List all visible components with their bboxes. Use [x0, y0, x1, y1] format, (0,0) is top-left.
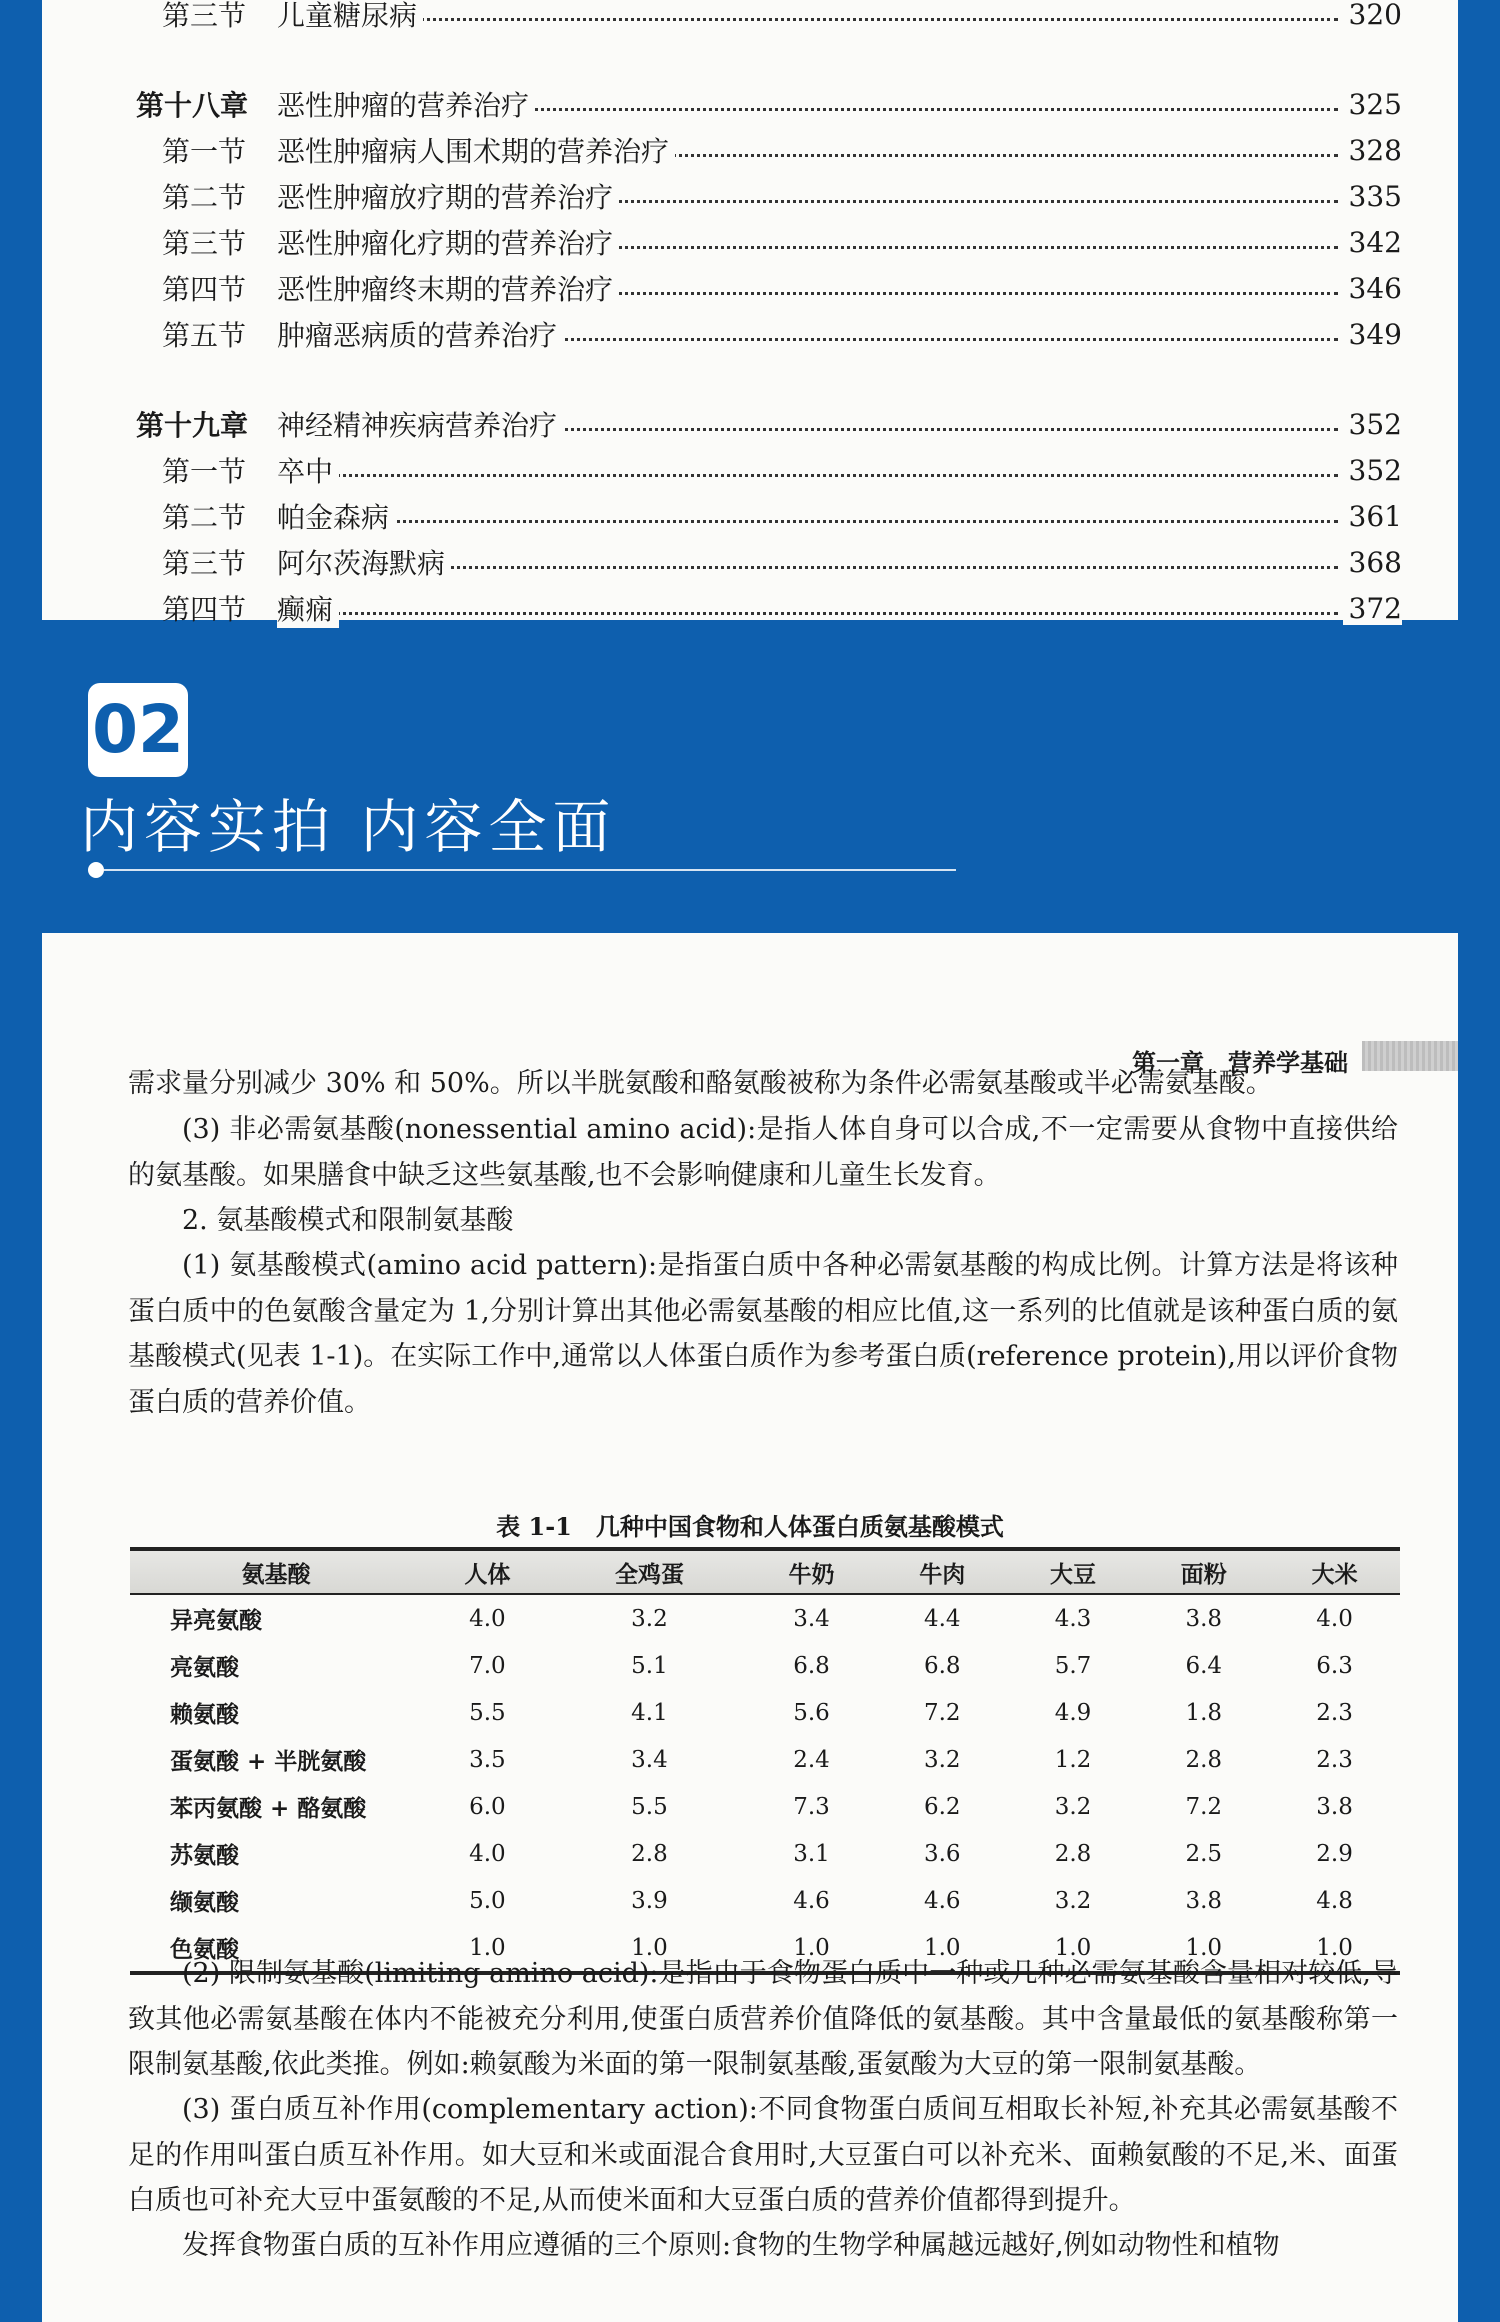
toc-page-number: 349 [1343, 318, 1402, 351]
toc-leader-dots [282, 520, 1338, 523]
table-cell: 4.4 [923, 1605, 961, 1632]
table-cell: 7.2 [923, 1699, 961, 1726]
table-cell: 3.6 [923, 1840, 961, 1867]
toc-label: 第四节 [162, 593, 247, 626]
table-cell: 4.0 [1316, 1605, 1353, 1632]
paragraph-7: 发挥食物蛋白质的互补作用应遵循的三个原则:食物的生物学种属越远越好,例如动物性和植物 [182, 2230, 1280, 2261]
table-cell: 4.0 [469, 1840, 506, 1867]
toc-section-row [42, 588, 1458, 628]
toc-title: 帕金森病 [277, 496, 395, 536]
table-cell: 5.0 [469, 1887, 506, 1914]
toc-section-row [42, 496, 1458, 536]
toc-label: 第三节 [162, 0, 247, 32]
toc-section-row [42, 176, 1458, 216]
toc-label: 第二节 [162, 501, 247, 534]
table-row-label: 亮氨酸 [170, 1654, 239, 1681]
table-header-cell: 全鸡蛋 [553, 1549, 746, 1594]
table-cell: 3.8 [1316, 1793, 1353, 1820]
table-cell: 6.0 [469, 1793, 506, 1820]
table-row [130, 1594, 1400, 1642]
table-row [130, 1783, 1400, 1830]
table-cell: 4.9 [1054, 1699, 1092, 1726]
toc-page [42, 0, 1458, 626]
toc-section-row [42, 0, 1458, 34]
table-cell: 2.3 [1316, 1699, 1353, 1726]
table-cell: 3.5 [469, 1746, 506, 1773]
toc-page-number: 335 [1343, 180, 1402, 213]
toc-page-number: 328 [1343, 134, 1402, 167]
table-header-cell: 大豆 [1008, 1549, 1139, 1594]
table-cell: 5.5 [631, 1793, 668, 1820]
toc-label: 第三节 [162, 547, 247, 580]
table-row-label: 缬氨酸 [170, 1889, 239, 1916]
table-cell: 6.3 [1316, 1652, 1353, 1679]
toc-title: 恶性肿瘤终末期的营养治疗 [277, 268, 619, 308]
table-body [130, 1594, 1400, 1973]
toc-page-number: 368 [1343, 546, 1402, 579]
table-cell: 3.2 [631, 1605, 668, 1632]
table-cell: 2.3 [1316, 1746, 1353, 1773]
running-head: 第一章 营养学基础 [1132, 1048, 1348, 1077]
toc-title: 恶性肿瘤放疗期的营养治疗 [277, 176, 619, 216]
toc-title: 阿尔茨海默病 [277, 542, 451, 582]
table-row-label: 异亮氨酸 [170, 1607, 262, 1634]
table-cell: 4.0 [469, 1605, 506, 1632]
toc-page-number: 372 [1343, 592, 1402, 625]
table-cell: 1.8 [1185, 1699, 1223, 1726]
paragraph-1: 需求量分别减少 30% 和 50%。所以半胱氨酸和酪氨酸被称为条件必需氨基酸或半必需氨基酸。 [128, 1068, 1273, 1099]
toc-section-row [42, 130, 1458, 170]
paragraph-4: (1) 氨基酸模式(amino acid pattern):是指蛋白质中各种必需氨基酸的构成比例。计算方法是将该种蛋白质中的色氨酸含量定为 1,分别计算出其他必需氨基酸的相应比值,这一系列的比值就是该种蛋白质的氨基酸模式(见表 1-1)。在实际工作中,通常以人体蛋白质作为参考蛋白质(reference protein),用以评价食物蛋白质的营养价值。 [128, 1250, 1398, 1418]
paragraph-2: (3) 非必需氨基酸(nonessential amino acid):是指人体自身可以合成,不一定需要从食物中直接供给的氨基酸。如果膳食中缺乏这些氨基酸,也不会影响健康和儿童生长发育。 [128, 1114, 1398, 1191]
table-cell: 3.2 [923, 1746, 961, 1773]
toc-chapter-row [42, 404, 1458, 444]
toc-label: 第一节 [162, 455, 247, 488]
table-header-cell: 面粉 [1138, 1549, 1269, 1594]
table-cell: 4.6 [793, 1887, 830, 1914]
toc-label: 第十八章 [136, 89, 249, 122]
table-row [130, 1689, 1400, 1736]
toc-leader-dots [282, 612, 1338, 615]
table-cell: 1.0 [469, 1934, 506, 1961]
paragraph-6: (3) 蛋白质互补作用(complementary action):不同食物蛋白质间互相取长补短,补充其必需氨基酸不足的作用叫蛋白质互补作用。如大豆和米或面混合食用时,大豆蛋白可以补充米、面赖氨酸的不足,米、面蛋白质也可补充大豆中蛋氨酸的不足,从而使米面和大豆蛋白质的营养价值都得到提升。 [128, 2094, 1398, 2216]
toc-page-number: 325 [1343, 88, 1402, 121]
table-cell: 7.3 [793, 1793, 830, 1820]
table-cell: 2.8 [631, 1840, 668, 1867]
toc-label: 第四节 [162, 273, 247, 306]
table-cell: 3.4 [793, 1605, 830, 1632]
table-cell: 5.5 [469, 1699, 506, 1726]
table-caption: 表 1-1 几种中国食物和人体蛋白质氨基酸模式 [496, 1512, 1004, 1541]
table-row-label: 色氨酸 [170, 1936, 239, 1963]
toc-page-number: 352 [1343, 454, 1402, 487]
toc-title: 卒中 [277, 450, 339, 490]
table-row-label: 蛋氨酸 + 半胱氨酸 [170, 1748, 367, 1775]
table-cell: 1.2 [1054, 1746, 1092, 1773]
heading-underline-rule [104, 869, 956, 871]
toc-page-number: 352 [1343, 408, 1402, 441]
toc-section-row [42, 222, 1458, 262]
table-cell: 5.1 [631, 1652, 668, 1679]
table-cell: 4.1 [631, 1699, 668, 1726]
toc-section-row [42, 314, 1458, 354]
paragraph-5: (2) 限制氨基酸(limiting amino acid):是指由于食物蛋白质中一种或几种必需氨基酸含量相对较低,导致其他必需氨基酸在体内不能被充分利用,使蛋白质营养价值降低的氨基酸。其中含量最低的氨基酸称第一限制氨基酸,依此类推。例如:赖氨酸为米面的第一限制氨基酸,蛋氨酸为大豆的第一限制氨基酸。 [128, 1958, 1398, 2080]
section-heading: 内容实拍 内容全面 [80, 793, 617, 861]
toc-leader-dots [282, 18, 1338, 21]
table-cell: 2.8 [1185, 1746, 1223, 1773]
table-cell: 6.2 [923, 1793, 961, 1820]
table-cell: 2.5 [1185, 1840, 1223, 1867]
table-cell: 4.6 [923, 1887, 961, 1914]
table-cell: 6.4 [1185, 1652, 1223, 1679]
table-header-cell: 大米 [1269, 1549, 1400, 1594]
table-cell: 3.9 [631, 1887, 668, 1914]
table-cell: 3.1 [793, 1840, 830, 1867]
toc-title: 恶性肿瘤的营养治疗 [277, 84, 535, 124]
table-row [130, 1877, 1400, 1924]
table-cell: 5.7 [1054, 1652, 1092, 1679]
table-cell: 3.4 [631, 1746, 668, 1773]
toc-label: 第三节 [162, 227, 247, 260]
table-row [130, 1642, 1400, 1689]
table-cell: 1.0 [1316, 1934, 1353, 1961]
table-cell: 1.0 [1185, 1934, 1223, 1961]
toc-title: 恶性肿瘤病人围术期的营养治疗 [277, 130, 675, 170]
table-header-cell: 氨基酸 [130, 1549, 422, 1594]
table-row [130, 1736, 1400, 1783]
section-number-badge: 02 [88, 683, 188, 777]
table-row-label: 苯丙氨酸 + 酪氨酸 [170, 1795, 367, 1822]
table-cell: 5.6 [793, 1699, 830, 1726]
heading-bullet-dot [88, 862, 104, 878]
toc-label: 第二节 [162, 181, 247, 214]
toc-title: 神经精神疾病营养治疗 [277, 404, 563, 444]
table-cell: 3.2 [1054, 1793, 1092, 1820]
toc-section-row [42, 268, 1458, 308]
table-cell: 6.8 [793, 1652, 830, 1679]
book-page [42, 933, 1458, 2322]
table-cell: 3.8 [1185, 1887, 1223, 1914]
toc-label: 第一节 [162, 135, 247, 168]
toc-page-number: 320 [1343, 0, 1402, 31]
toc-leader-dots [282, 474, 1338, 477]
toc-title: 肿瘤恶病质的营养治疗 [277, 314, 563, 354]
table-header-cell: 牛肉 [877, 1549, 1008, 1594]
table-row [130, 1830, 1400, 1877]
table-cell: 4.8 [1316, 1887, 1353, 1914]
table-row-label: 赖氨酸 [170, 1701, 239, 1728]
toc-chapter-row [42, 84, 1458, 124]
toc-title: 恶性肿瘤化疗期的营养治疗 [277, 222, 619, 262]
toc-label: 第五节 [162, 319, 247, 352]
table-cell: 3.2 [1054, 1887, 1092, 1914]
toc-label: 第十九章 [136, 409, 249, 442]
table-cell: 2.4 [793, 1746, 830, 1773]
table-cell: 1.0 [1054, 1934, 1092, 1961]
table-cell: 1.0 [793, 1934, 830, 1961]
table-cell: 1.0 [631, 1934, 668, 1961]
toc-section-row [42, 542, 1458, 582]
toc-page-number: 361 [1343, 500, 1402, 533]
table-row-label: 苏氨酸 [170, 1842, 239, 1869]
table-header-cell: 人体 [422, 1549, 553, 1594]
table-header-row [130, 1549, 1400, 1594]
table-cell: 3.8 [1185, 1605, 1223, 1632]
table-cell: 1.0 [923, 1934, 961, 1961]
table-header-cell: 牛奶 [746, 1549, 877, 1594]
toc-section-row [42, 450, 1458, 490]
table-cell: 6.8 [923, 1652, 961, 1679]
table-cell: 2.9 [1316, 1840, 1353, 1867]
paragraph-3: 2. 氨基酸模式和限制氨基酸 [182, 1205, 514, 1236]
toc-title: 癫痫 [277, 588, 339, 628]
table-cell: 7.0 [469, 1652, 506, 1679]
table-cell: 7.2 [1185, 1793, 1223, 1820]
toc-page-number: 342 [1343, 226, 1402, 259]
table-cell: 4.3 [1054, 1605, 1092, 1632]
table-cell: 2.8 [1054, 1840, 1092, 1867]
toc-page-number: 346 [1343, 272, 1402, 305]
amino-acid-table [130, 1547, 1400, 1975]
toc-title: 儿童糖尿病 [277, 0, 423, 34]
